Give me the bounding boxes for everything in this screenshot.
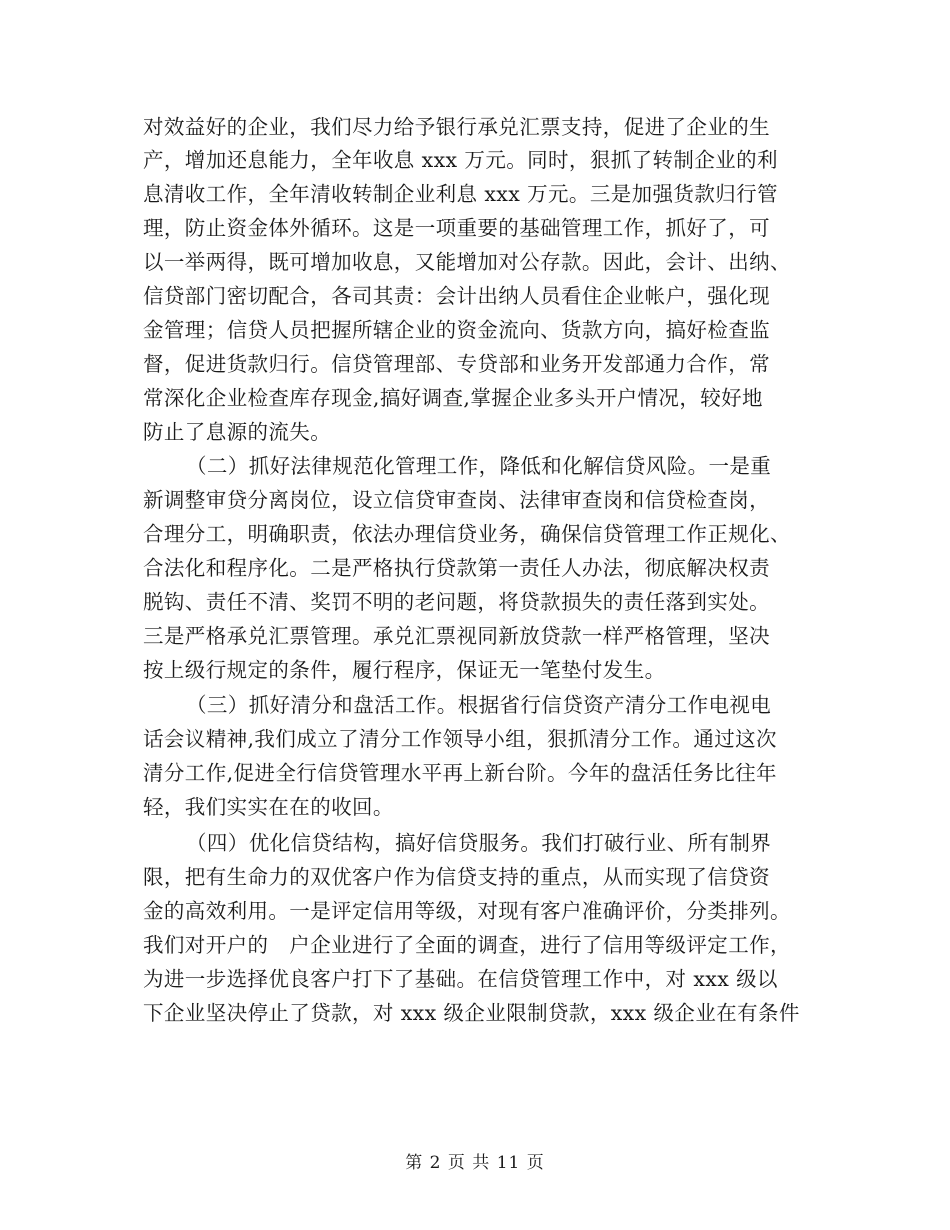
text-line: 产，增加还息能力，全年收息 xxx 万元。同时，狠抓了转制企业的利 bbox=[143, 148, 778, 172]
text-line: 下企业坚决停止了贷款，对 xxx 级企业限制贷款，xxx 级企业在有条件 bbox=[143, 1001, 800, 1025]
text-line: 金的高效利用。一是评定信用等级，对现有客户准确评价，分类排列。 bbox=[143, 899, 791, 923]
text-line: 信贷部门密切配合，各司其责：会计出纳人员看住企业帐户，强化现 bbox=[143, 284, 770, 308]
text-line: 督，促进货款归行。信贷管理部、专贷部和业务开发部通力合作，常 bbox=[143, 352, 770, 376]
text-line: 轻，我们实实在在的收回。 bbox=[143, 795, 394, 819]
text-line: 限，把有生命力的双优客户作为信贷支持的重点，从而实现了信贷资 bbox=[143, 865, 770, 889]
text-line: 息清收工作，全年清收转制企业利息 xxx 万元。三是加强货款归行管 bbox=[143, 182, 778, 206]
text-line: 按上级行规定的条件，履行程序，保证无一笔垫付发生。 bbox=[143, 658, 666, 682]
text-line: 金管理；信贷人员把握所辖企业的资金流向、货款方向，搞好检查监 bbox=[143, 318, 770, 342]
text-line: 合理分工，明确职责，依法办理信贷业务，确保信贷管理工作正规化、 bbox=[143, 522, 791, 546]
text-line: 我们对开户的 户企业进行了全面的调查，进行了信用等级评定工作， bbox=[143, 933, 791, 957]
paragraph-heading-line: （三）抓好清分和盘活工作。根据省行信贷资产清分工作电视电 bbox=[186, 693, 772, 717]
text-line: 话会议精神,我们成立了清分工作领导小组，狠抓清分工作。通过这次 bbox=[143, 727, 777, 751]
text-line: 防止了息源的流失。 bbox=[143, 420, 332, 444]
text-line: 脱钩、责任不清、奖罚不明的老问题，将贷款损失的责任落到实处。 bbox=[143, 590, 770, 614]
text-line: 为进一步选择优良客户打下了基础。在信贷管理工作中，对 xxx 级以 bbox=[143, 967, 778, 991]
text-line: 清分工作,促进全行信贷管理水平再上新台阶。今年的盘活任务比往年 bbox=[143, 761, 777, 785]
paragraph-heading-line: （四）优化信贷结构，搞好信贷服务。我们打破行业、所有制界 bbox=[186, 831, 772, 855]
text-line: 新调整审贷分离岗位，设立信贷审查岗、法律审查岗和信贷检查岗， bbox=[143, 488, 770, 512]
text-line: 以一举两得，既可增加收息，又能增加对公存款。因此，会计、出纳、 bbox=[143, 250, 791, 274]
page-number-footer: 第 2 页 共 11 页 bbox=[405, 1153, 545, 1173]
text-line: 理，防止资金体外循环。这是一项重要的基础管理工作，抓好了，可 bbox=[143, 216, 770, 240]
text-line: 常深化企业检查库存现金,搞好调查,掌握企业多头开户情况，较好地 bbox=[143, 386, 763, 410]
text-line: 合法化和程序化。二是严格执行贷款第一责任人办法，彻底解决权责 bbox=[143, 556, 770, 580]
text-line: 三是严格承兑汇票管理。承兑汇票视同新放贷款一样严格管理，坚决 bbox=[143, 624, 770, 648]
paragraph-heading-line: （二）抓好法律规范化管理工作，降低和化解信贷风险。一是重 bbox=[186, 454, 772, 478]
text-line: 对效益好的企业，我们尽力给予银行承兑汇票支持，促进了企业的生 bbox=[143, 115, 770, 139]
